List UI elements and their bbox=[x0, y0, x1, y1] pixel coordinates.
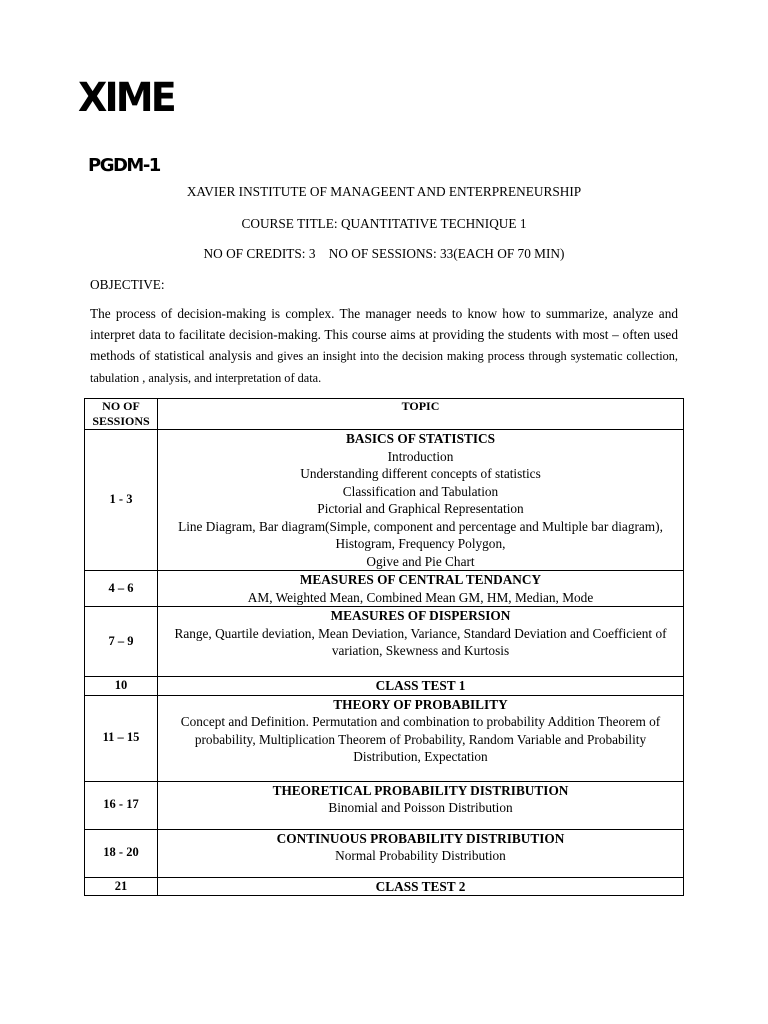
objective-label: OBJECTIVE: bbox=[90, 277, 165, 292]
header-sessions: NO OF SESSIONS bbox=[85, 399, 158, 430]
topic-cell bbox=[158, 877, 684, 896]
topic-title: BASICS OF STATISTICS bbox=[345, 431, 496, 446]
session-number: 21 bbox=[85, 877, 158, 896]
topic-detail: Binomial and Poisson Distribution bbox=[328, 800, 513, 815]
topic-cell bbox=[158, 781, 684, 829]
objective-text-part1: The process of decision-making is complex. The manager needs to know how to summarize, analyze and interpret data to facilitate decision-making. This course aims at providing the students with most – often used methods of statistical analysis bbox=[90, 306, 678, 363]
topic-detail: AM, Weighted Mean, Combined Mean GM, HM, Median, Mode bbox=[247, 589, 594, 605]
topic-title: CONTINUOUS PROBABILITY DISTRIBUTION bbox=[276, 830, 565, 846]
objective-text bbox=[90, 303, 678, 389]
topic-cell bbox=[158, 430, 684, 571]
topic-title: MEASURES OF DISPERSION bbox=[330, 608, 511, 623]
institute-name: XAVIER INSTITUTE OF MANAGEENT AND ENTERPRENEURSHIP bbox=[186, 184, 582, 199]
topic-detail: Normal Probability Distribution bbox=[335, 848, 506, 863]
session-number: 11 – 15 bbox=[85, 695, 158, 781]
topic-cell bbox=[158, 829, 684, 877]
topic-title: THEORY OF PROBABILITY bbox=[333, 696, 508, 712]
table-header-row bbox=[85, 399, 684, 430]
course-title: COURSE TITLE: QUANTITATIVE TECHNIQUE 1 bbox=[241, 216, 527, 231]
topic-detail: Understanding different concepts of statistics bbox=[300, 466, 541, 481]
topic-detail: Classification and Tabulation bbox=[342, 483, 499, 499]
session-number: 1 - 3 bbox=[85, 430, 158, 571]
program-code: PGDM-1 bbox=[88, 155, 160, 176]
table-body bbox=[85, 430, 684, 896]
topic-detail: Pictorial and Graphical Representation bbox=[317, 501, 524, 516]
topic-detail: Introduction bbox=[387, 448, 454, 464]
topic-cell bbox=[158, 607, 684, 677]
topic-cell bbox=[158, 571, 684, 607]
topic-cell bbox=[158, 677, 684, 696]
table-row bbox=[85, 877, 684, 896]
table-row bbox=[85, 607, 684, 677]
table-row bbox=[85, 781, 684, 829]
topic-detail: Line Diagram, Bar diagram(Simple, component and percentage and Multiple bar diagram), Histogram, Frequency Polygon, bbox=[178, 518, 663, 551]
session-table bbox=[84, 398, 684, 896]
topic-detail: Range, Quartile deviation, Mean Deviation, Variance, Standard Deviation and Coefficient of variation, Skewness and Kurtosis bbox=[174, 625, 667, 658]
table-row bbox=[85, 571, 684, 607]
credits-sessions: NO OF CREDITS: 3 NO OF SESSIONS: 33(EACH OF 70 MIN) bbox=[203, 246, 565, 261]
session-number: 4 – 6 bbox=[85, 571, 158, 607]
table-row bbox=[85, 430, 684, 571]
session-number: 18 - 20 bbox=[85, 829, 158, 877]
table-row bbox=[85, 677, 684, 696]
topic-title: CLASS TEST 1 bbox=[375, 678, 466, 693]
topic-detail: Concept and Definition. Permutation and combination to probability Addition Theorem of probability, Multiplication Theorem of Probability, Random Variable and Probability Distribution, Expectation bbox=[180, 714, 661, 764]
objective-text-part2: and gives an insight into the decision making process through systematic collection, tabulation , analysis, and interpretation of data. bbox=[90, 349, 678, 385]
table-row bbox=[85, 695, 684, 781]
table-row bbox=[85, 829, 684, 877]
topic-detail: Ogive and Pie Chart bbox=[366, 553, 475, 569]
header-topic: TOPIC bbox=[158, 399, 684, 430]
topic-title: CLASS TEST 2 bbox=[375, 878, 466, 894]
session-number: 7 – 9 bbox=[85, 607, 158, 677]
topic-title: MEASURES OF CENTRAL TENDANCY bbox=[299, 572, 542, 587]
session-number: 16 - 17 bbox=[85, 781, 158, 829]
topic-cell bbox=[158, 695, 684, 781]
topic-title: THEORETICAL PROBABILITY DISTRIBUTION bbox=[272, 782, 569, 798]
session-number: 10 bbox=[85, 677, 158, 696]
institute-logo: XIME bbox=[78, 75, 174, 121]
